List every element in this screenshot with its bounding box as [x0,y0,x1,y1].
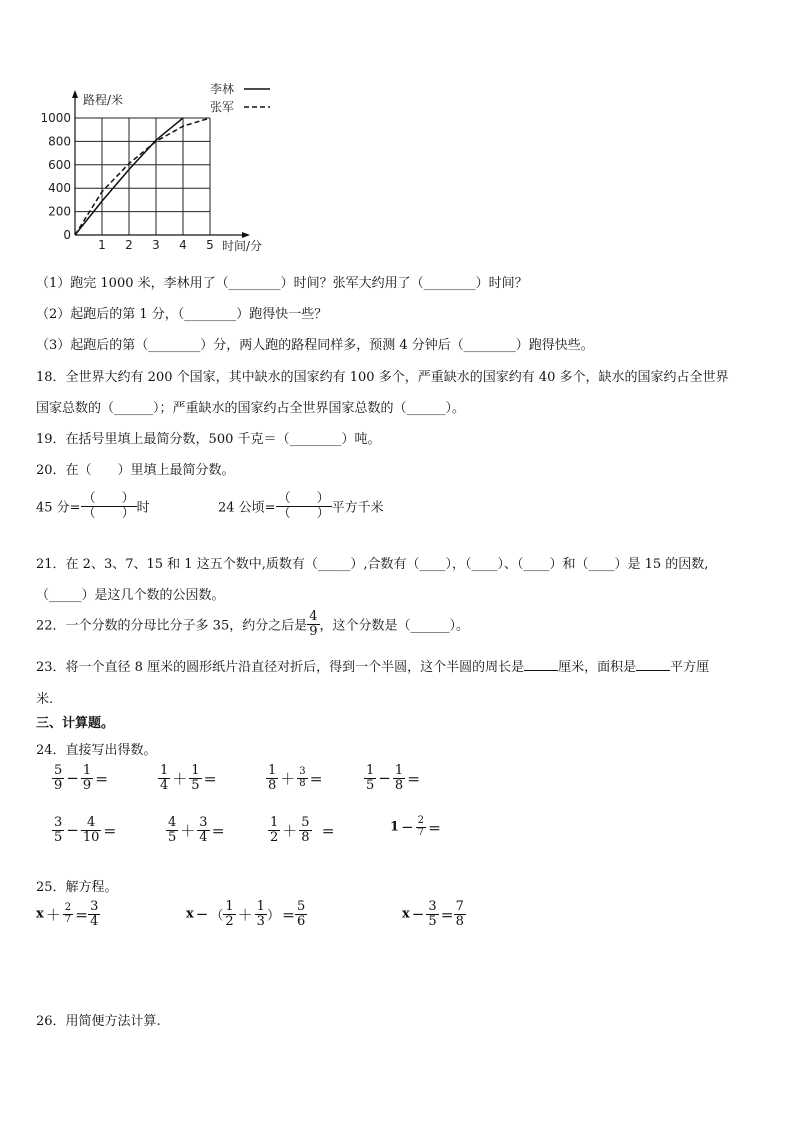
q20-b-numerator: （ ） [277,491,330,506]
x-axis-label: 时间/分 [222,239,263,253]
q24-stem: 24．直接写出得数。 [36,743,157,758]
q21-line1: 21．在 2、3、7、15 和 1 这五个数中,质数有（_____）,合数有（____），（____）、（____）和（____）是 15 的因数, [36,557,709,572]
x-axis-arrow [242,232,250,238]
q22-text [36,610,469,638]
q24-r2-item1: $\frac{3}{5}$ − $\frac{4}{10}$ ＝ [54,815,117,845]
y-tick-label: 800 [48,134,71,149]
q22-fraction [307,610,319,638]
q25-equation3: x − $\frac{3}{5}$ ＝ $\frac{7}{8}$ [402,899,464,929]
x-tick-label: 2 [125,238,133,252]
q20-b-denominator: （ ） [277,505,330,521]
y-tick-label: 400 [48,181,71,196]
q20-a-fraction [81,492,137,520]
q20-a-right: 时 [136,500,150,516]
q22-after: ，这个分数是（______）。 [319,618,470,634]
q17-part2: （2）起跑后的第 1 分，（________）跑得快一些？ [36,307,328,322]
q24-r1-item2: $\frac{1}{4}$ ＋ $\frac{1}{5}$ ＝ [160,763,217,793]
x-tick-label: 4 [179,238,187,252]
q20-a-left: 45 分= [36,500,81,516]
chart-series [75,118,210,235]
y-axis-label: 路程/米 [83,93,124,107]
q20-b-right: 平方千米 [331,500,384,516]
q24-r2-item3: $\frac{1}{2}$ ＋ $\frac{5}{8}$ ＝ [270,815,335,845]
q19-text: 19．在括号里填上最简分数，500 千克＝（________）吨。 [36,432,381,447]
y-tick-label: 200 [48,204,71,219]
q24-r1-item3: $\frac{1}{8}$ ＋ $\frac{3}{8}$ ＝ [268,763,323,793]
q20-b-fraction [276,492,332,520]
q23-blank-area [636,670,670,671]
x-tick-label: 3 [152,238,160,252]
q25-equation1: x ＋ $\frac{2}{7}$ ＝ $\frac{3}{4}$ [36,899,99,929]
q17-part3: （3）起跑后的第（________）分，两人跑的路程同样多，预测 4 分钟后（________）跑得快些。 [36,338,594,353]
q23-line2: 米. [36,692,54,707]
q24-r2-item4: 1 − $\frac{2}{7}$ ＝ [390,815,442,838]
q20-a-denominator: （ ） [82,505,135,521]
y-axis-arrow [72,90,78,98]
q20-a-numerator: （ ） [82,491,135,506]
y-tick-label: 600 [48,157,71,172]
legend-label-lilin: 李林 [210,82,235,96]
q24-r1-item4: $\frac{1}{5}$ − $\frac{1}{8}$ ＝ [366,763,421,793]
q17-part1: （1）跑完 1000 米，李林用了（________）时间？张军大约用了（________）时间？ [36,276,528,291]
q25-stem: 25．解方程。 [36,880,118,895]
q22-before: 22．一个分数的分母比分子多 35，约分之后是 [36,618,308,634]
q22-denominator: 9 [309,623,318,639]
series-line-zhangjun [75,118,210,235]
q24-r2-item2: $\frac{4}{5}$ ＋ $\frac{3}{4}$ ＝ [168,815,225,845]
x-tick-label: 1 [98,238,106,252]
q26-text: 26．用简便方法计算. [36,1014,161,1029]
q20-stem: 20．在（ ）里填上最简分数。 [36,463,235,478]
q20-item-a [36,492,150,520]
q22-numerator: 4 [309,609,318,624]
chart-ticks [40,111,213,252]
q23-part-a: 23．将一个直径 8 厘米的圆形纸片沿直径对折后，得到一个半圆，这个半圆的周长是 [36,660,525,675]
section3-heading: 三、计算题。 [36,716,115,731]
q23-part-b: 厘米，面积是 [558,660,637,675]
x-tick-label: 5 [206,238,214,252]
y-tick-label: 1000 [40,111,71,125]
q18-line1: 18．全世界大约有 200 个国家，其中缺水的国家约有 100 多个，严重缺水的国家约有 40 多个，缺水的国家约占全世界 [36,370,729,385]
distance-time-chart [30,78,280,256]
q24-r1-item1: $\frac{5}{9}$ − $\frac{1}{9}$ ＝ [54,763,109,793]
q18-line2: 国家总数的（______）；严重缺水的国家约占全世界国家总数的（______）。 [36,401,466,416]
q23-line1 [36,656,709,675]
q20-b-left: 24 公顷= [218,500,276,516]
legend-label-zhangjun: 张军 [210,100,235,114]
y-tick-label: 0 [63,228,71,242]
q20-item-b [218,492,384,520]
q21-line2: （_____）是这几个数的公因数。 [36,588,225,603]
q25-equation2: x − （ $\frac{1}{2}$ ＋ $\frac{1}{3}$ ） ＝ $\frac{5}{6}$ [186,899,306,929]
chart-grid [75,118,210,235]
q23-blank-perimeter [524,670,558,671]
q23-part-c: 平方厘 [670,660,710,675]
